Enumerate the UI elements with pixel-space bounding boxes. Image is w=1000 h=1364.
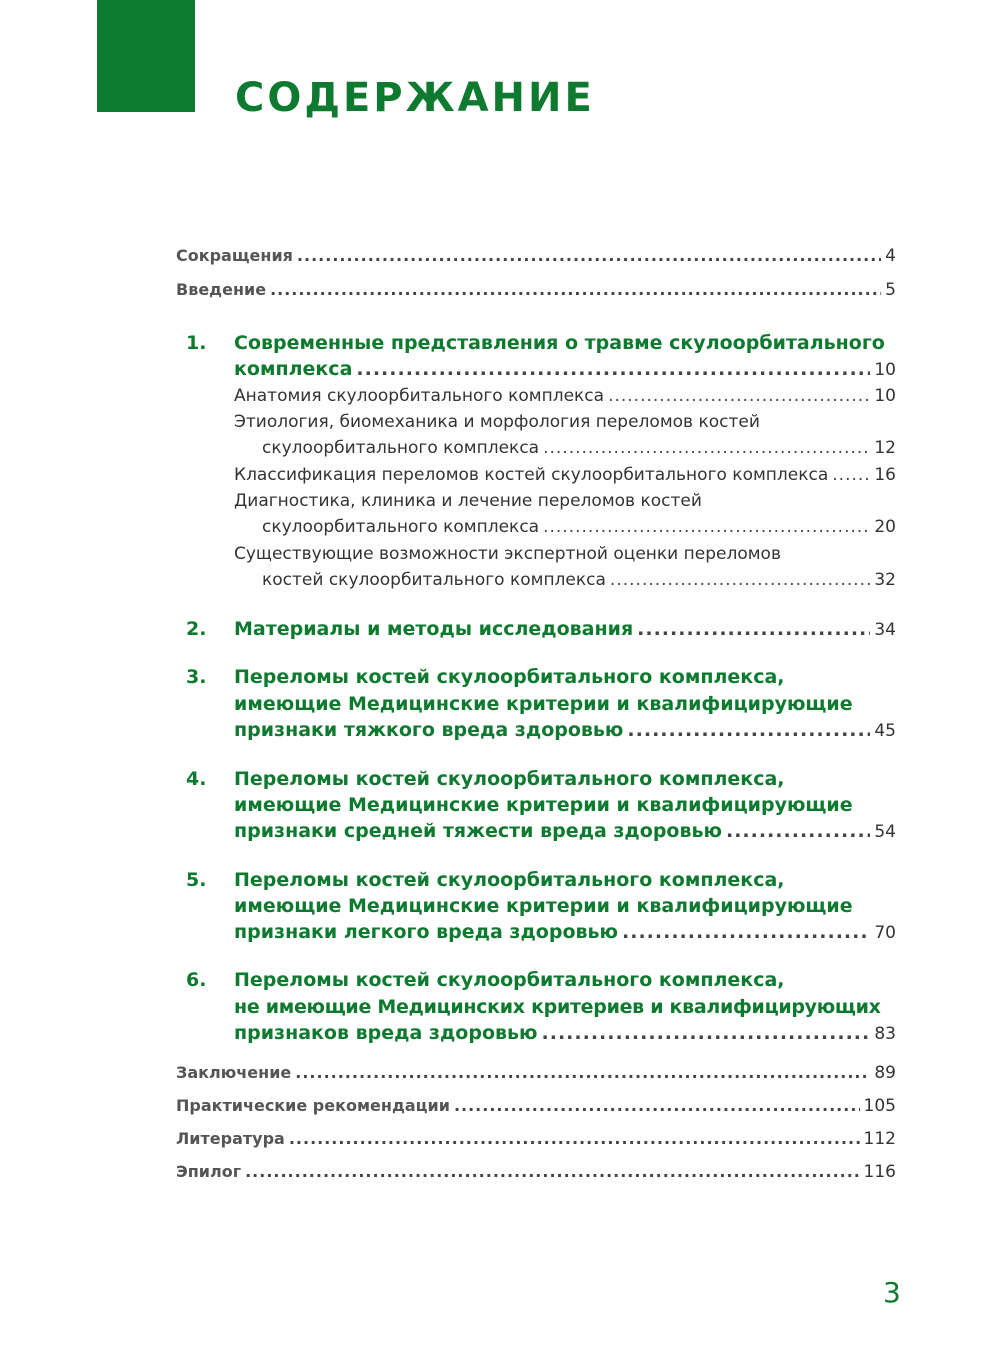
toc-section-anatomy[interactable] [234, 386, 896, 406]
dot-leader [637, 618, 870, 640]
toc-entry-label: Заключение [176, 1063, 292, 1082]
chapter-number: 6. [186, 969, 207, 991]
toc-entry-chapter-6[interactable] [234, 1022, 896, 1044]
section-title-line: Анатомия скулоорбитального комплекса [234, 386, 605, 406]
toc-page-number: 83 [874, 1024, 896, 1044]
toc-entry-label: Сокращения [176, 246, 293, 265]
toc-entry-chapter-5[interactable] [234, 921, 896, 943]
toc-entry-label: Введение [176, 280, 267, 299]
chapter-title-line[interactable]: Переломы костей скулоорбитального комплекса, [234, 768, 785, 790]
toc-entry-chapter-4[interactable] [234, 820, 896, 842]
dot-leader [270, 280, 881, 299]
chapter-title-line: признаков вреда здоровью [234, 1022, 538, 1044]
toc-page-number: 116 [863, 1162, 896, 1182]
dot-leader [289, 1129, 860, 1148]
dot-leader [608, 386, 870, 406]
chapter-title-line: признаки тяжкого вреда здоровью [234, 719, 624, 741]
toc-page-number: 16 [874, 465, 896, 485]
section-title-line[interactable]: Существующие возможности экспертной оценки переломов [234, 544, 781, 564]
toc-entry-chapter-3[interactable] [234, 719, 896, 741]
toc-page-number: 4 [885, 246, 896, 266]
chapter-number: 5. [186, 869, 207, 891]
dot-leader [832, 465, 870, 485]
chapter-number: 3. [186, 666, 207, 688]
chapter-title-line[interactable]: Переломы костей скулоорбитального комплекса, [234, 869, 785, 891]
dot-leader [627, 719, 870, 741]
toc-page-number: 54 [874, 822, 896, 842]
dot-leader [454, 1096, 860, 1115]
section-title-line[interactable]: Этиология, биомеханика и морфология переломов костей [234, 412, 760, 432]
dot-leader [543, 517, 870, 537]
dot-leader [542, 1022, 871, 1044]
dot-leader [543, 438, 870, 458]
toc-section-expert-assessment[interactable] [262, 570, 896, 590]
toc-section-diagnostics[interactable] [262, 517, 896, 537]
dot-leader [295, 1063, 870, 1082]
toc-page-number: 70 [874, 923, 896, 943]
section-title-line: костей скулоорбитального комплекса [262, 570, 606, 590]
section-title-line: скулоорбитального комплекса [262, 517, 540, 537]
section-title-line: Классификация переломов костей скулоорбитального комплекса [234, 465, 829, 485]
toc-page-number: 105 [863, 1096, 896, 1116]
dot-leader [726, 820, 870, 842]
page-number: 3 [883, 1276, 901, 1309]
toc-entry-label: Литература [176, 1129, 285, 1148]
page-title: СОДЕРЖАНИЕ [235, 75, 595, 121]
section-title-line: скулоорбитального комплекса [262, 438, 540, 458]
toc-page-number: 89 [874, 1063, 896, 1083]
chapter-title-line: Материалы и методы исследования [234, 618, 634, 640]
toc-page-number: 32 [874, 570, 896, 590]
dot-leader [610, 570, 870, 590]
toc-page-number: 12 [874, 438, 896, 458]
chapter-title-line[interactable]: Переломы костей скулоорбитального комплекса, [234, 666, 785, 688]
toc-page-number: 34 [874, 620, 896, 640]
toc-entry-epilogue[interactable] [176, 1162, 896, 1182]
chapter-title-line: признаки легкого вреда здоровью [234, 921, 619, 943]
dot-leader [356, 358, 870, 380]
toc-entry-conclusion[interactable] [176, 1063, 896, 1083]
toc-page-number: 45 [874, 721, 896, 741]
toc-page-number: 10 [874, 386, 896, 406]
chapter-title-line[interactable]: имеющие Медицинские критерии и квалифицирующие [234, 693, 853, 715]
toc-entry-abbreviations[interactable] [176, 246, 896, 266]
toc-page-number: 112 [863, 1129, 896, 1149]
dot-leader [297, 246, 881, 265]
toc-entry-label: Практические рекомендации [176, 1096, 450, 1115]
toc-page-number: 10 [874, 360, 896, 380]
toc-section-etiology[interactable] [262, 438, 896, 458]
toc-entry-label: Эпилог [176, 1162, 242, 1181]
toc-page-number: 5 [885, 280, 896, 300]
chapter-title-line: признаки средней тяжести вреда здоровью [234, 820, 722, 842]
section-title-line[interactable]: Диагностика, клиника и лечение переломов костей [234, 491, 702, 511]
chapter-number: 2. [186, 618, 207, 640]
chapter-title-line[interactable]: имеющие Медицинские критерии и квалифицирующие [234, 895, 853, 917]
chapter-number: 1. [186, 332, 207, 354]
toc-entry-recommendations[interactable] [176, 1096, 896, 1116]
toc-entry-introduction[interactable] [176, 280, 896, 300]
toc-section-classification[interactable] [234, 465, 896, 485]
chapter-number: 4. [186, 768, 207, 790]
chapter-title-line[interactable]: Современные представления о травме скулоорбитального [234, 332, 885, 354]
chapter-title-line: комплекса [234, 358, 353, 380]
toc-entry-chapter-2[interactable] [234, 618, 896, 640]
dot-leader [622, 921, 870, 943]
chapter-title-line[interactable]: имеющие Медицинские критерии и квалифицирующие [234, 794, 853, 816]
toc-entry-chapter-1[interactable] [234, 358, 896, 380]
toc-entry-literature[interactable] [176, 1129, 896, 1149]
chapter-title-line[interactable]: не имеющие Медицинских критериев и квалифицирующих [234, 996, 881, 1018]
chapter-title-line[interactable]: Переломы костей скулоорбитального комплекса, [234, 969, 785, 991]
toc-page-number: 20 [874, 517, 896, 537]
dot-leader [245, 1162, 859, 1181]
